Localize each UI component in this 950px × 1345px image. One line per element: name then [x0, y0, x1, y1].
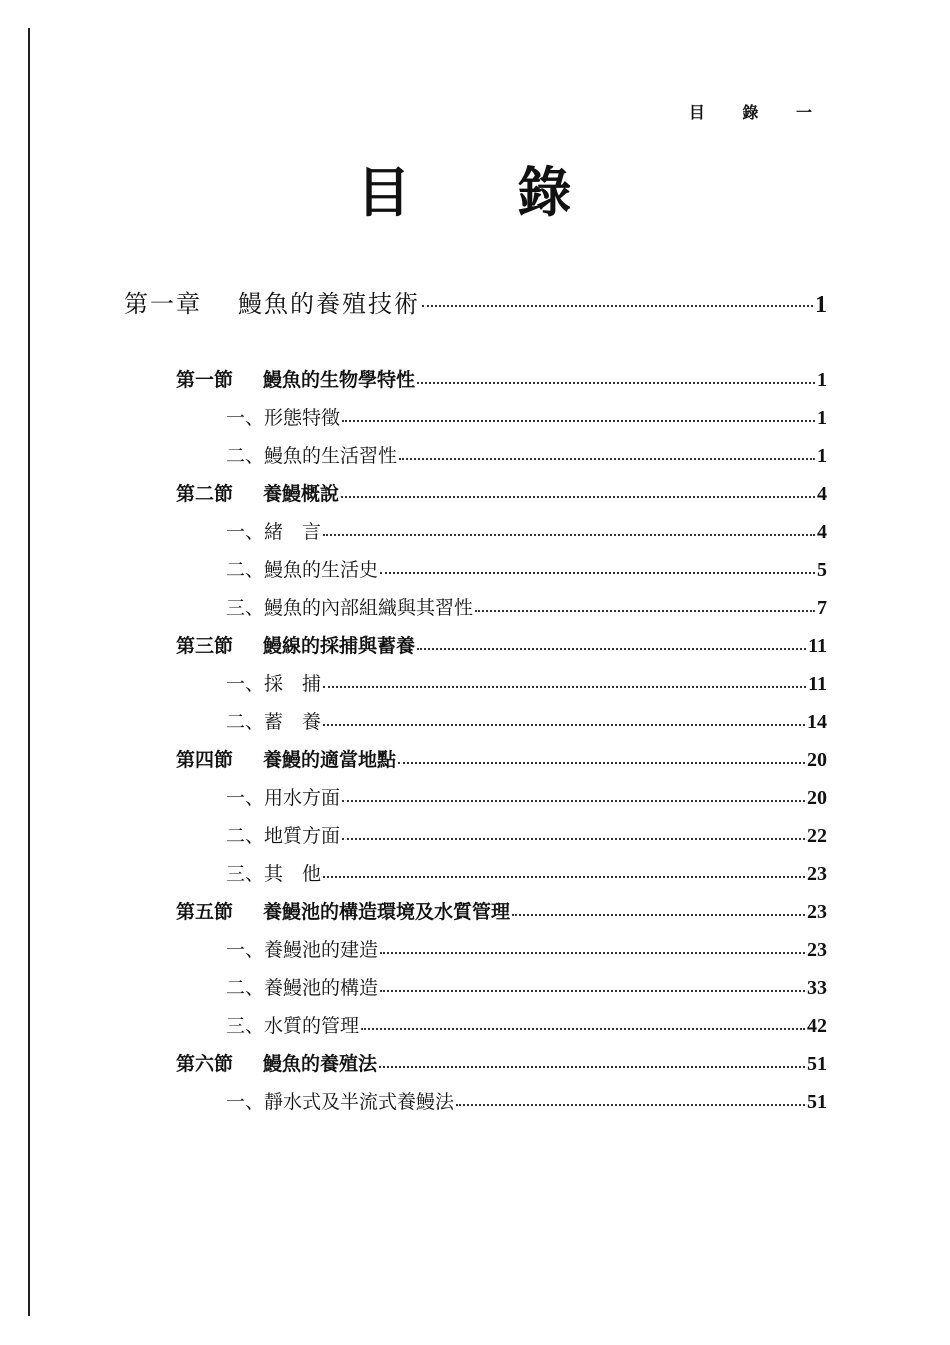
dot-leader [512, 914, 805, 916]
entry-number: 三、 [226, 1015, 265, 1037]
chapter-number: 第一章 [124, 290, 202, 318]
entry-number: 三、 [226, 863, 265, 885]
entry-label [226, 973, 378, 1000]
chapter-label [124, 284, 420, 319]
dot-leader [379, 1066, 805, 1068]
toc-item-row [226, 783, 827, 810]
toc-item-row [226, 859, 827, 886]
entry-number: 第二節 [176, 483, 234, 505]
entry-title: 水質的管理 [264, 1015, 360, 1037]
toc-section-row [176, 631, 827, 658]
entry-title: 蓄 養 [264, 711, 322, 733]
entry-label [226, 935, 378, 962]
chapter-page-number: 1 [815, 292, 827, 318]
entry-title: 形態特徵 [264, 407, 341, 429]
entry-title: 鰻線的採捕與蓄養 [263, 635, 416, 657]
entry-number: 二、 [226, 711, 265, 733]
toc-item-row [226, 821, 827, 848]
entry-label [226, 859, 321, 886]
entry-number: 第五節 [176, 901, 234, 923]
entry-number: 一、 [226, 1091, 265, 1113]
entry-page-number: 4 [817, 483, 827, 505]
entry-label [176, 745, 396, 772]
entry-number: 一、 [226, 673, 265, 695]
entry-label [226, 821, 340, 848]
toc-item-row [226, 403, 827, 430]
entry-title: 用水方面 [264, 787, 341, 809]
entry-page-number: 1 [817, 369, 827, 391]
dot-leader [399, 458, 815, 460]
toc-item-row [226, 707, 827, 734]
entry-title: 其 他 [264, 863, 322, 885]
entry-page-number: 42 [807, 1015, 827, 1037]
entry-label [226, 1087, 454, 1114]
dot-leader [417, 648, 806, 650]
dot-leader [380, 990, 805, 992]
entry-page-number: 7 [817, 597, 827, 619]
entry-title: 緒 言 [264, 521, 322, 543]
dot-leader [341, 496, 815, 498]
entry-number: 第四節 [176, 749, 234, 771]
entry-number: 第一節 [176, 369, 234, 391]
toc-section-row [176, 1049, 827, 1076]
toc-item-row [226, 441, 827, 468]
entry-title: 鰻魚的生活史 [264, 559, 379, 581]
toc-item-row [226, 517, 827, 544]
dot-leader [361, 1028, 805, 1030]
entry-label [226, 517, 321, 544]
entry-page-number: 11 [808, 635, 827, 657]
entry-label [176, 897, 510, 924]
toc-section-row [176, 897, 827, 924]
dot-leader [323, 876, 805, 878]
entry-label [176, 1049, 377, 1076]
entry-label [176, 631, 415, 658]
entry-label [226, 783, 340, 810]
entry-title: 鰻魚的生活習性 [264, 445, 398, 467]
dot-leader [342, 420, 815, 422]
toc-item-row [226, 935, 827, 962]
toc-item-row [226, 593, 827, 620]
entry-page-number: 51 [807, 1091, 827, 1113]
running-header: 目 錄 一 [688, 103, 828, 122]
entry-number: 二、 [226, 977, 265, 999]
entry-number: 二、 [226, 825, 265, 847]
toc-item-row [226, 1087, 827, 1114]
entry-page-number: 51 [807, 1053, 827, 1075]
entry-title: 養鰻池的建造 [264, 939, 379, 961]
dot-leader [417, 382, 815, 384]
entry-page-number: 22 [807, 825, 827, 847]
entry-title: 鰻魚的生物學特性 [263, 369, 416, 391]
dot-leader [323, 686, 806, 688]
toc-section-row [176, 745, 827, 772]
entry-label [176, 365, 415, 392]
entry-number: 第三節 [176, 635, 234, 657]
entry-number: 一、 [226, 787, 265, 809]
toc-item-row [226, 555, 827, 582]
dot-leader [342, 838, 805, 840]
entry-title: 養鰻概說 [263, 483, 340, 505]
entry-label [226, 707, 321, 734]
entry-number: 第六節 [176, 1053, 234, 1075]
entry-label [226, 555, 378, 582]
entry-label [226, 1011, 359, 1038]
chapter-title: 鰻魚的養殖技術 [238, 290, 420, 318]
toc-item-row [226, 669, 827, 696]
entry-page-number: 1 [817, 445, 827, 467]
entry-number: 一、 [226, 521, 265, 543]
entry-title: 養鰻池的構造 [264, 977, 379, 999]
entry-page-number: 23 [807, 901, 827, 923]
entry-page-number: 33 [807, 977, 827, 999]
entry-title: 鰻魚的內部組織與其習性 [264, 597, 474, 619]
dot-leader [323, 534, 815, 536]
dot-leader [456, 1104, 805, 1106]
entry-page-number: 20 [807, 787, 827, 809]
toc-section-row [176, 365, 827, 392]
entry-number: 二、 [226, 445, 265, 467]
page-title: 目 錄 [356, 160, 616, 224]
entry-title: 養鰻池的構造環境及水質管理 [263, 901, 511, 923]
entry-title: 鰻魚的養殖法 [263, 1053, 378, 1075]
entry-page-number: 4 [817, 521, 827, 543]
entry-title: 養鰻的適當地點 [263, 749, 397, 771]
entry-label [226, 593, 473, 620]
entry-page-number: 23 [807, 939, 827, 961]
entry-number: 一、 [226, 407, 265, 429]
dot-leader [380, 572, 815, 574]
entry-page-number: 23 [807, 863, 827, 885]
toc-item-row [226, 973, 827, 1000]
toc-chapter-row [124, 284, 827, 319]
entry-number: 二、 [226, 559, 265, 581]
dot-leader [323, 724, 805, 726]
dot-leader [475, 610, 815, 612]
entry-number: 三、 [226, 597, 265, 619]
entry-page-number: 5 [817, 559, 827, 581]
entry-title: 靜水式及半流式養鰻法 [264, 1091, 455, 1113]
dot-leader [342, 800, 805, 802]
toc-item-row [226, 1011, 827, 1038]
entry-label [226, 441, 397, 468]
entry-label [226, 669, 321, 696]
toc-section-row [176, 479, 827, 506]
entry-label [226, 403, 340, 430]
entry-page-number: 14 [807, 711, 827, 733]
entry-page-number: 20 [807, 749, 827, 771]
entry-label [176, 479, 339, 506]
entry-number: 一、 [226, 939, 265, 961]
entry-page-number: 1 [817, 407, 827, 429]
dot-leader [398, 762, 805, 764]
dot-leader [422, 305, 813, 307]
dot-leader [380, 952, 805, 954]
entry-page-number: 11 [808, 673, 827, 695]
entry-title: 採 捕 [264, 673, 322, 695]
entry-title: 地質方面 [264, 825, 341, 847]
